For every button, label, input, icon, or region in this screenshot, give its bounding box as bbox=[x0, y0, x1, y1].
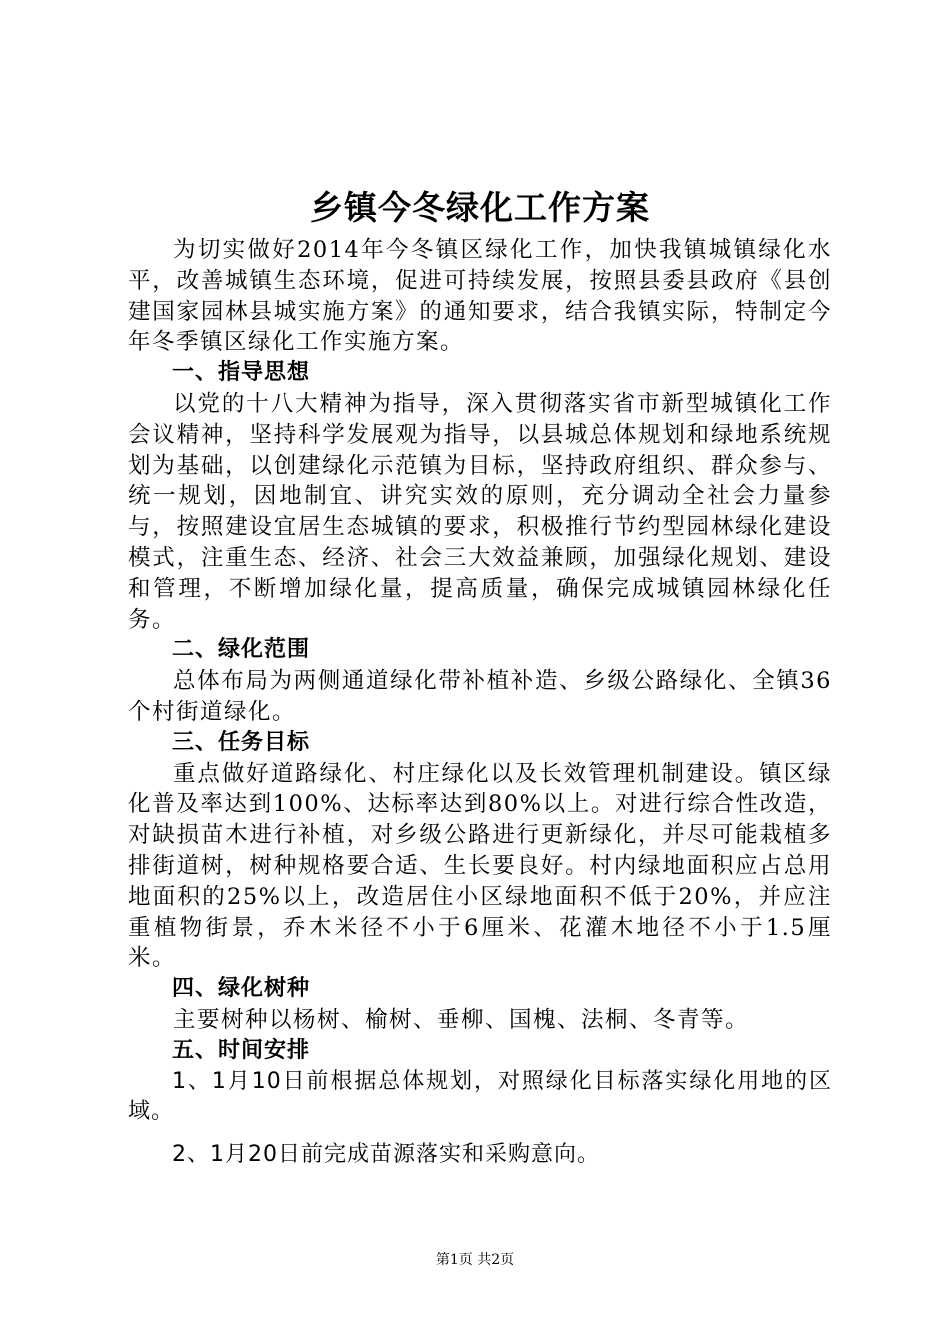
section-heading-task-goals: 三、任务目标 bbox=[172, 729, 311, 755]
section-heading-schedule: 五、时间安排 bbox=[172, 1037, 311, 1063]
section-body-greening-scope: 总体布局为两侧通道绿化带补植补造、乡级公路绿化、全镇36个村街道绿化。 bbox=[128, 668, 832, 725]
document-title: 乡镇今冬绿化工作方案 bbox=[310, 188, 650, 227]
document-page bbox=[128, 185, 832, 1171]
section-body-guiding-thought: 以党的十八大精神为指导，深入贯彻落实省市新型城镇化工作会议精神，坚持科学发展观为指导，以县城总体规划和绿地系统规划为基础，以创建绿化示范镇为目标，坚持政府组织、群众参与、统一规划，因地制宜、讲究实效的原则，充分调动全社会力量参与，按照建设宜居生态城镇的要求，积极推行节约型园林绿化建设模式，注重生态、经济、社会三大效益兼顾，加强绿化规划、建设和管理，不断增加绿化量，提高质量，确保完成城镇园林绿化任务。 bbox=[128, 390, 832, 633]
section-heading-guiding-thought: 一、指导思想 bbox=[172, 360, 311, 386]
schedule-step: 2、1月20日前完成苗源落实和采购意向。 bbox=[172, 1142, 600, 1168]
schedule-step: 1、1月10日前根据总体规划，对照绿化目标落实绿化用地的区域。 bbox=[128, 1068, 832, 1125]
intro-paragraph: 为切实做好2014年今冬镇区绿化工作，加快我镇城镇绿化水平，改善城镇生态环境，促进可持续发展，按照县委县政府《县创建国家园林县城实施方案》的通知要求，结合我镇实际，特制定今年冬季镇区绿化工作实施方案。 bbox=[128, 237, 832, 356]
section-body-tree-species: 主要树种以杨树、榆树、垂柳、国槐、法桐、冬青等。 bbox=[173, 1006, 750, 1033]
section-body-task-goals: 重点做好道路绿化、村庄绿化以及长效管理机制建设。镇区绿化普及率达到100%、达标率达到80%以上。对进行综合性改造，对缺损苗木进行补植，对乡级公路进行更新绿化，并尽可能栽植多排街道树，树种规格要合适、生长要良好。村内绿地面积应占总用地面积的25%以上，改造居住小区绿地面积不低于20%，并应注重植物街景，乔木米径不小于6厘米、花灌木地径不小于1.5厘米。 bbox=[128, 760, 832, 972]
section-heading-greening-scope: 二、绿化范围 bbox=[172, 637, 311, 663]
section-heading-tree-species: 四、绿化树种 bbox=[172, 976, 311, 1002]
page-number-footer: 第1页 共2页 bbox=[435, 1252, 515, 1268]
